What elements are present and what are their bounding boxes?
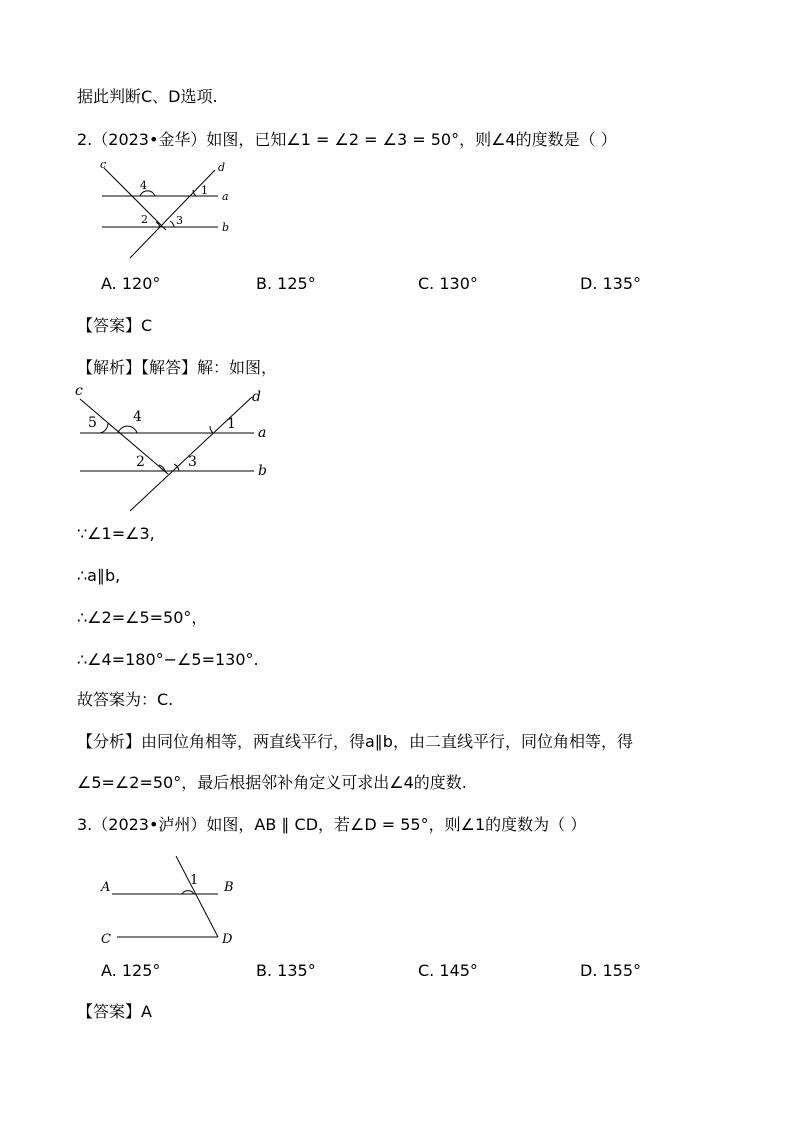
label-1: 1 [190, 873, 199, 888]
intro-line: 据此判断C、D选项. [77, 87, 218, 106]
label-2: 2 [136, 454, 145, 470]
q3-option-b: B. 135° [256, 961, 316, 980]
q2-option-b: B. 125° [256, 274, 316, 293]
step-3: ∴∠2=∠5=50°， [77, 608, 208, 627]
step-2: ∴a∥b, [77, 566, 121, 585]
label-a: a [258, 425, 267, 441]
line-c [104, 168, 166, 230]
conclusion: 故答案为：C. [77, 690, 174, 709]
figure-q3 [96, 856, 246, 948]
label-3: 3 [188, 454, 197, 470]
question-2: 2.（2023•金华）如图，已知∠1 = ∠2 = ∠3 = 50°，则∠4的度数是（ ） [77, 130, 617, 149]
label-4: 4 [133, 409, 142, 425]
q2-answer: 【答案】C [77, 316, 153, 335]
step-4: ∴∠4=180°−∠5=130°. [77, 650, 259, 669]
label-b: b [258, 463, 267, 479]
line-c [80, 399, 168, 474]
label-d: d [218, 161, 226, 174]
label-D: D [222, 932, 233, 947]
label-2: 2 [141, 213, 148, 226]
question-3: 3.（2023•泸州）如图，AB ∥ CD，若∠D = 55°，则∠1的度数为（ ） [77, 815, 587, 834]
analysis-line-2: ∠5=∠2=50°，最后根据邻补角定义可求出∠4的度数. [77, 773, 467, 792]
label-1: 1 [201, 184, 208, 197]
q3-answer: 【答案】A [77, 1002, 152, 1021]
label-4: 4 [140, 179, 147, 192]
label-B: B [224, 880, 234, 895]
label-5: 5 [88, 415, 97, 431]
q2-option-c: C. 130° [418, 274, 478, 293]
label-A: A [101, 880, 111, 895]
label-c: c [75, 383, 83, 399]
label-d: d [252, 389, 261, 405]
label-a: a [222, 190, 229, 203]
q3-option-a: A. 125° [101, 961, 161, 980]
label-3: 3 [176, 214, 183, 227]
step-1: ∵∠1=∠3, [77, 524, 155, 543]
label-b: b [222, 221, 230, 234]
q2-option-d: D. 135° [580, 274, 642, 293]
label-C: C [101, 932, 111, 947]
q2-analysis-heading: 【解析】【解答】解：如图， [77, 358, 278, 377]
label-c: c [100, 158, 107, 171]
transversal [176, 856, 218, 937]
q3-option-d: D. 155° [580, 961, 642, 980]
analysis-line-1: 【分析】由同位角相等，两直线平行，得a∥b，由二直线平行，同位角相等，得 [77, 732, 633, 751]
figure-q2-solution [72, 383, 272, 513]
figure-q2 [90, 158, 250, 266]
q2-option-a: A. 120° [101, 274, 161, 293]
q3-option-c: C. 145° [418, 961, 478, 980]
label-1: 1 [227, 416, 236, 432]
